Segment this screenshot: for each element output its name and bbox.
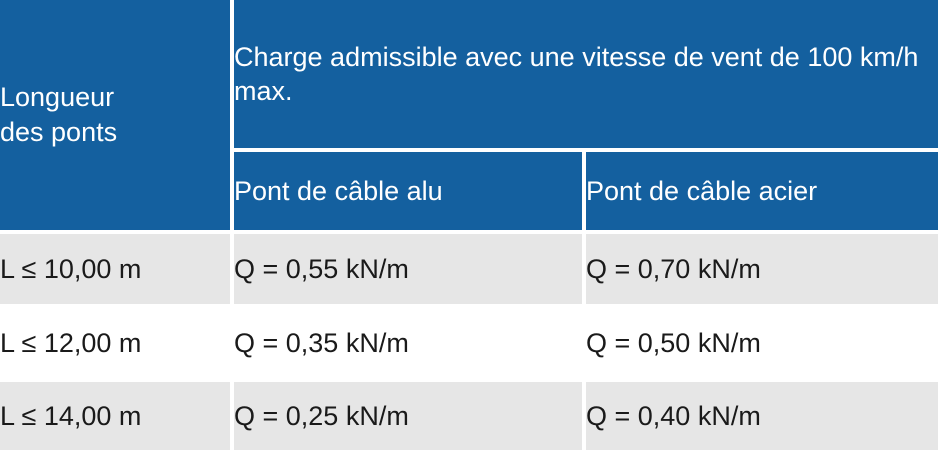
cell-acier-load: Q = 0,50 kN/m xyxy=(584,306,938,380)
table-row xyxy=(0,380,938,450)
table-row xyxy=(0,306,938,380)
column-header-length-line2: des ponts xyxy=(0,117,118,147)
column-header-length-line1: Longueur xyxy=(0,82,115,113)
column-header-group-load: Charge admissible avec une vitesse de vent de 100 km/h max. xyxy=(232,0,938,150)
table-header-row-group xyxy=(0,0,938,150)
cell-length: L ≤ 10,00 m xyxy=(0,232,232,306)
column-header-length xyxy=(0,0,232,232)
cell-alu-load: Q = 0,35 kN/m xyxy=(232,306,584,380)
cell-length: L ≤ 14,00 m xyxy=(0,380,232,450)
cell-acier-load: Q = 0,40 kN/m xyxy=(584,380,938,450)
cell-alu-load: Q = 0,55 kN/m xyxy=(232,232,584,306)
column-header-alu: Pont de câble alu xyxy=(232,150,584,232)
cell-length: L ≤ 12,00 m xyxy=(0,306,232,380)
cell-acier-load: Q = 0,70 kN/m xyxy=(584,232,938,306)
table-row xyxy=(0,232,938,306)
column-header-acier: Pont de câble acier xyxy=(584,150,938,232)
cell-alu-load: Q = 0,25 kN/m xyxy=(232,380,584,450)
